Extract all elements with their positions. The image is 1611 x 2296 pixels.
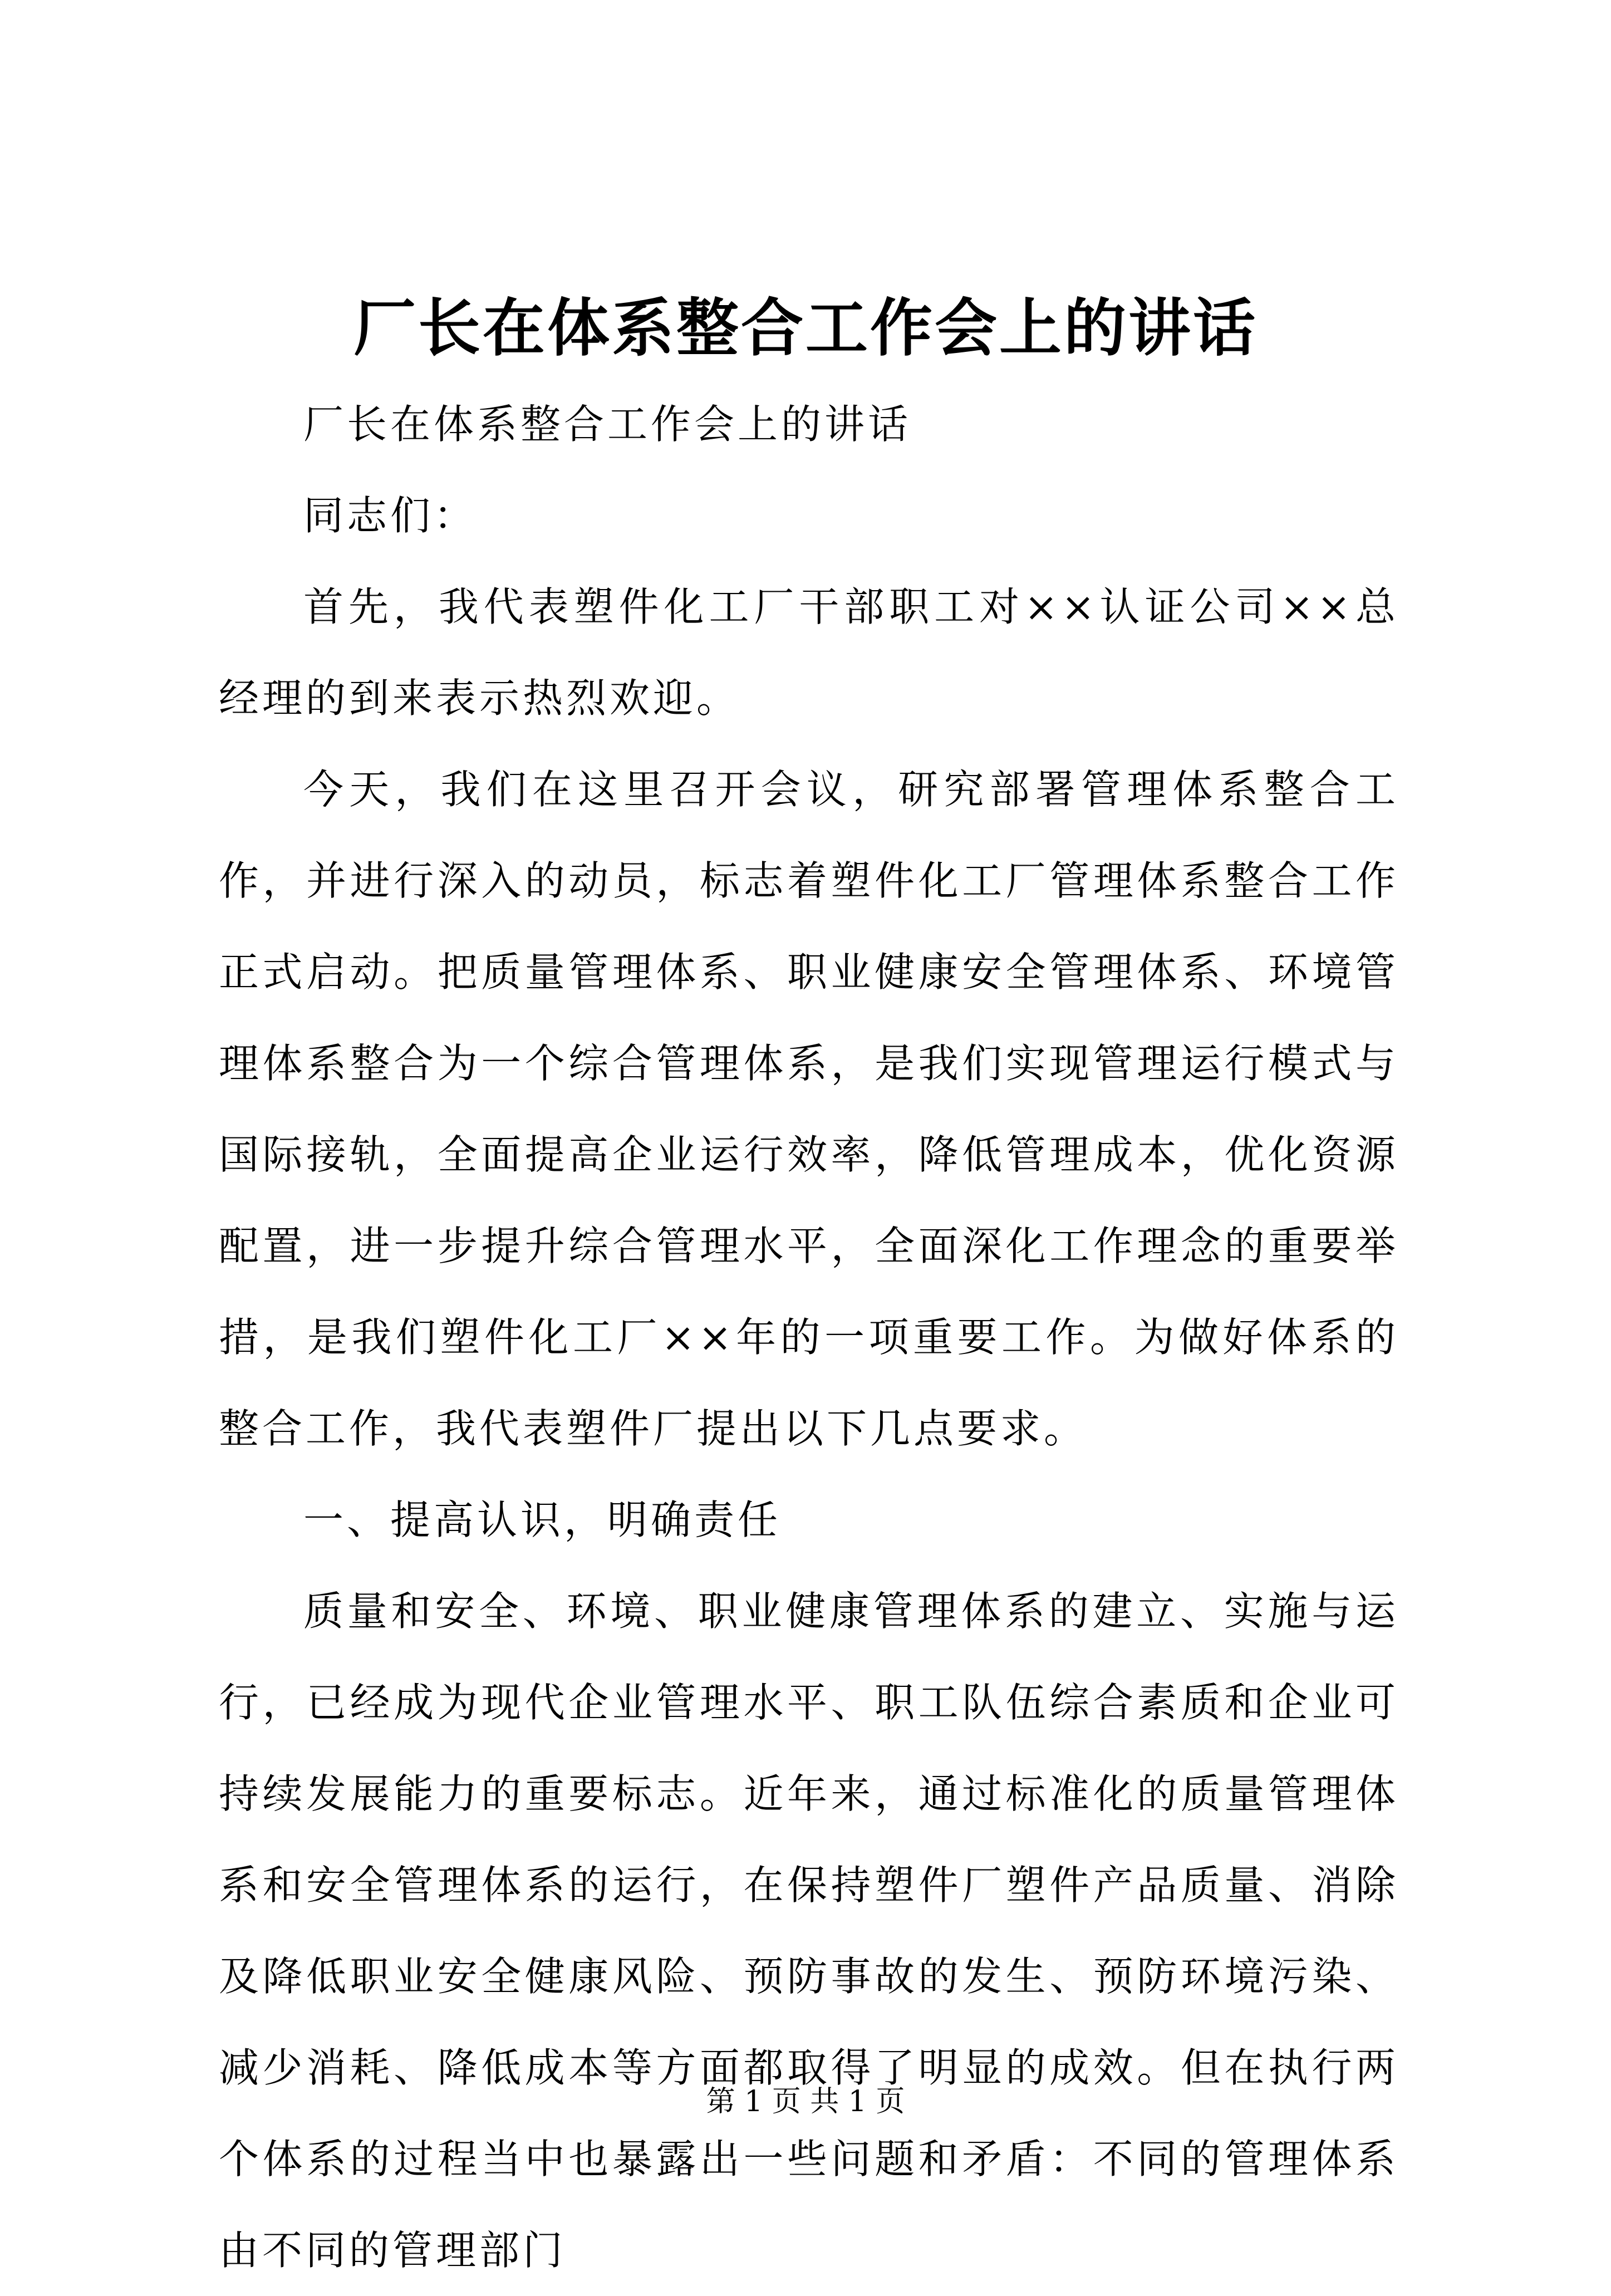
paragraph-introduction: 今天，我们在这里召开会议，研究部署管理体系整合工作，并进行深入的动员，标志着塑件化工厂管理体系整合工作正式启动。把质量管理体系、职业健康安全管理体系、环境管理体系整合为一个综合管理体系，是我们实现管理运行模式与国际接轨，全面提高企业运行效率，降低管理成本，优化资源配置，进一步提升综合管理水平，全面深化工作理念的重要举措，是我们塑件化工厂××年的一项重要工作。为做好体系的整合工作，我代表塑件厂提出以下几点要求。 [219,766,1399,1452]
document-title: 厂长在体系整合工作会上的讲话 [353,292,1258,365]
paragraph-salutation: 同志们： [303,492,478,539]
paragraph-section-1: 质量和安全、环境、职业健康管理体系的建立、实施与运行，已经成为现代企业管理水平、职工队伍综合素质和企业可持续发展能力的重要标志。近年来，通过标准化的质量管理体系和安全管理体系的运行，在保持塑件厂塑件产品质量、消除及降低职业安全健康风险、预防事故的发生、预防环境污染、减少消耗、降低成本等方面都取得了明显的成效。但在执行两个体系的过程当中也暴露出一些问题和矛盾：不同的管理体系由不同的管理部门 [219,1588,1399,2274]
document-body [219,379,1399,2296]
section-heading-1: 一、提高认识，明确责任 [303,1497,782,1543]
paragraph-heading-repeat: 厂长在体系整合工作会上的讲话 [303,401,912,448]
paragraph-welcome: 首先，我代表塑件化工厂干部职工对××认证公司××总经理的到来表示热烈欢迎。 [219,583,1399,722]
page-footer: 第 1 页 共 1 页 [706,2085,905,2118]
